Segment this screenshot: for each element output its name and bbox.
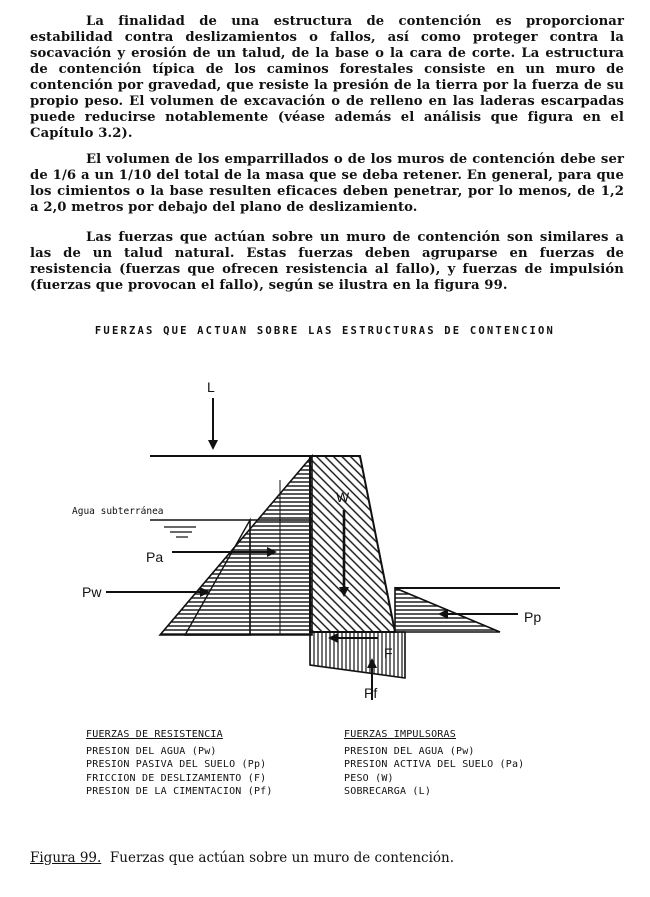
- figure-caption-text: Fuerzas que actúan sobre un muro de contención.: [109, 850, 455, 866]
- passive-pressure-triangle: [395, 588, 500, 632]
- legend-item: PRESION DEL AGUA (Pw): [86, 745, 217, 757]
- legend-item: PRESION ACTIVA DEL SUELO (Pa): [344, 759, 525, 770]
- legend-driving-forces: [344, 728, 524, 799]
- legend-item: PRESION DEL AGUA (Pw): [344, 745, 475, 757]
- groundwater-label: Agua subterránea: [72, 506, 164, 517]
- paragraph-intro: [30, 14, 624, 142]
- label-W: W: [336, 489, 350, 505]
- legend-driving-heading: FUERZAS IMPULSORAS: [344, 729, 456, 740]
- legend-item: PRESION DE LA CIMENTACION (Pf): [86, 786, 273, 797]
- legend-item: PRESION PASIVA DEL SUELO (Pp): [86, 759, 267, 770]
- paragraph-forces-text: Las fuerzas que actúan sobre un muro de contención son similares a las de un talud natural. Estas fuerzas deben agruparse en fuerzas de resistencia (fuerzas que ofrecen resistencia al fallo), y fuerzas de impulsión (fuerzas que provocan el fallo), según se ilustra en la figura 99.: [30, 230, 624, 293]
- label-Pw: Pw: [82, 584, 102, 600]
- legend-item: PESO (W): [344, 772, 394, 784]
- label-Pf: Pf: [364, 685, 378, 700]
- label-F: F: [384, 645, 393, 661]
- figure-title: FUERZAS QUE ACTUAN SOBRE LAS ESTRUCTURAS DE CONTENCION: [94, 325, 556, 337]
- paragraph-intro-text: La finalidad de una estructura de contención es proporcionar estabilidad contra deslizamientos o fallos, así como proteger contra la socavación y erosión de un talud, de la base o la cara de corte. La estructura de contención típica de los caminos forestales consiste en un muro de contención por gravedad, que resiste la presión de la tierra por la fuerza de su propio peso. El volumen de excavación o de relleno en las laderas escarpadas puede reducirse notablemente (véase además el análisis que figura en el Capítulo 3.2).: [30, 14, 624, 141]
- retaining-wall: [310, 456, 395, 632]
- paragraph-forces: [30, 230, 624, 294]
- figure-caption: [30, 850, 454, 866]
- retaining-wall-diagram: [0, 360, 650, 700]
- label-Pp: Pp: [524, 609, 542, 625]
- legend-item: SOBRECARGA (L): [344, 786, 432, 797]
- paragraph-volume: [30, 152, 624, 216]
- label-Pa: Pa: [146, 549, 164, 565]
- figure-number: Figura 99.: [30, 850, 102, 866]
- label-L: L: [207, 379, 215, 395]
- legend-item: FRICCION DE DESLIZAMIENTO (F): [86, 772, 267, 784]
- paragraph-volume-text: El volumen de los emparrillados o de los muros de contención debe ser de 1/6 a un 1/10 del total de la masa que se deba retener. En general, para que los cimientos o la base resulten eficaces deben penetrar, por lo menos, de 1,2 a 2,0 metros por debajo del plano de deslizamiento.: [30, 152, 624, 215]
- legend-resistance-forces: [86, 728, 273, 799]
- legend-resistance-heading: FUERZAS DE RESISTENCIA: [86, 729, 223, 740]
